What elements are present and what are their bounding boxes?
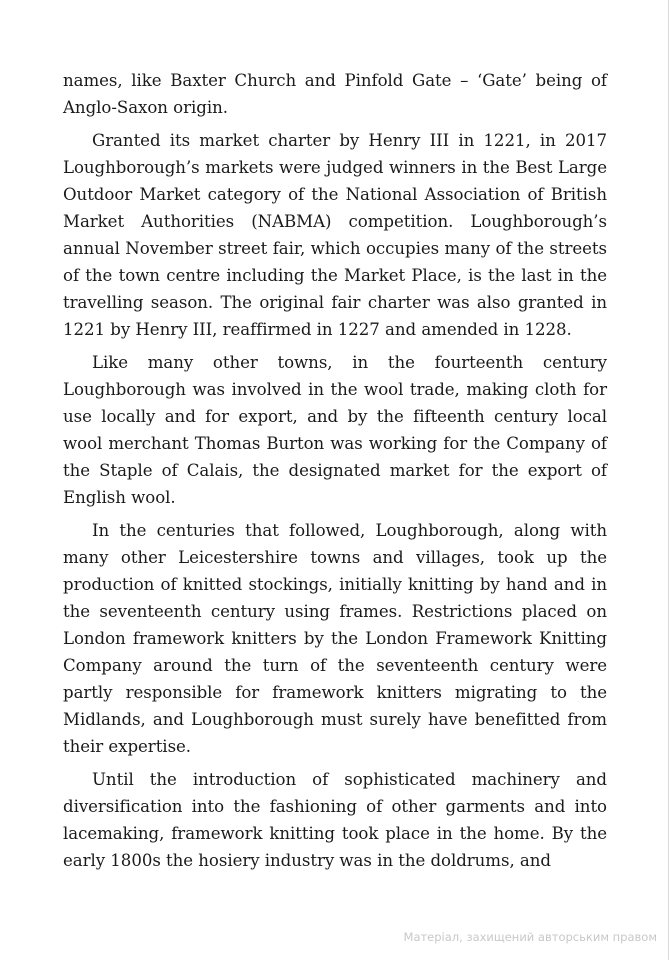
paragraph-3: Like many other towns, in the fourteenth century Loughborough was involved in the wool trade, making cloth for use locally and for export, and by the fifteenth century local wool merchant Thomas Burton was working for the Company of the Staple of Calais, the designated market for the export of English wool. xyxy=(63,353,607,507)
paragraph-4: In the centuries that followed, Loughborough, along with many other Leicestershire towns and villages, took up the production of knitted stockings, initially knitting by hand and in the seventeenth century using frames. Restrictions placed on London framework knitters by the London Framework Knitting Company around the turn of the seventeenth century were partly responsible for framework knitters migrating to the Midlands, and Loughborough must surely have benefitted from their expertise. xyxy=(63,521,607,756)
paragraph-5: Until the introduction of sophisticated machinery and diversification into the fashioning of other garments and into lacemaking, framework knitting took place in the home. By the early 1800s the hosiery industry was in the doldrums, and xyxy=(63,770,607,870)
body-text xyxy=(63,67,607,880)
paragraph-1: names, like Baxter Church and Pinfold Gate – ‘Gate’ being of Anglo-Saxon origin. xyxy=(63,71,607,117)
copyright-watermark: Матеріал, захищений авторським правом xyxy=(403,930,657,944)
paragraph-2: Granted its market charter by Henry III in 1221, in 2017 Loughborough’s markets were judged winners in the Best Large Outdoor Market category of the National Association of British Market Authorities (NABMA) competition. Loughborough’s annual November street fair, which occupies many of the streets of the town centre including the Market Place, is the last in the travelling season. The original fair charter was also granted in 1221 by Henry III, reaffirmed in 1227 and amended in 1228. xyxy=(63,131,607,339)
